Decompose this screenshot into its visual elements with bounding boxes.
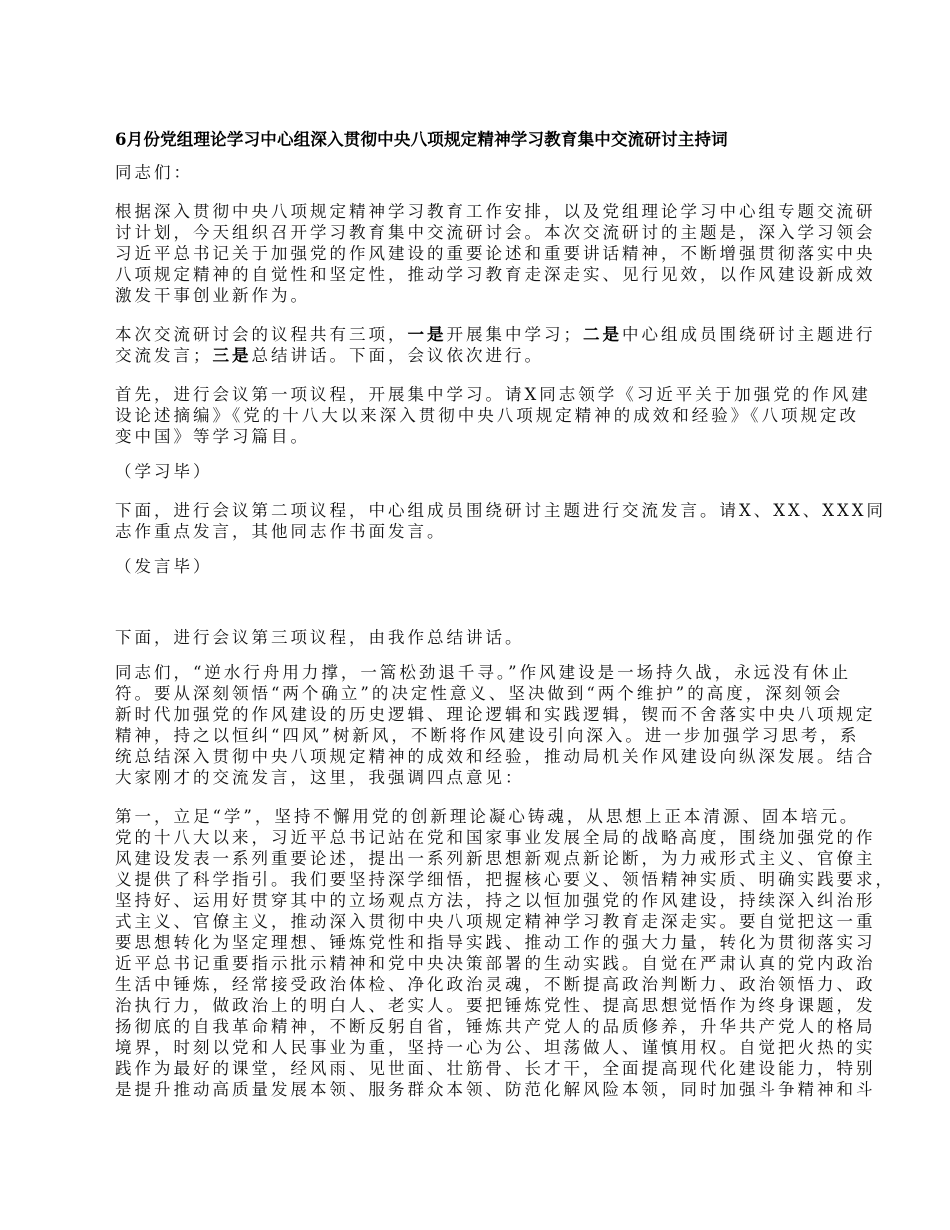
agenda-item-3-label: 三是 [212,346,252,365]
text-line: 首先，进行会议第一项议程，开展集中学习。请X同志领学《习近平关于加强党的作风建 [115,385,871,404]
text-line: 生活中锤炼，经常接受政治体检、净化政治灵魂，不断提高政治判断力、政治领悟力、政 [115,975,876,994]
text-line: 八项规定精神的自觉性和坚定性，推动学习教育走深走实、见行见效，以作风建设新成效 [115,265,876,284]
paragraph-item1 [115,384,871,447]
text-line: 义提供了科学指引。我们要坚持深学细悟，把握核心要义、领悟精神实质、明确实践要求， [115,870,895,889]
document-title: 6月份党组理论学习中心组深入贯彻中央八项规定精神学习教育集中交流研讨主持词 [115,130,728,149]
paragraph-item3 [115,627,839,648]
text-line: 讨计划，今天组织召开学习教育集中交流研讨会。本次交流研讨的主题是，深入学习领会 [115,223,876,242]
text-line: 志作重点发言，其他同志作书面发言。 [115,522,447,541]
text-line: 境界，时刻以党和人民事业为重，坚持一心为公、坦荡做人、谨慎用权。自觉把火热的实 [115,1038,876,1057]
text-line: 党的十八大以来，习近平总书记站在党和国家事业发展全局的战略高度，围绕加强党的作 [115,828,876,847]
text-line: 大家刚才的交流发言，这里，我强调四点意见： [115,768,525,787]
text-line: 下面，进行会议第三项议程，由我作总结讲话。 [115,628,525,647]
text-line: 治执行力，做政治上的明白人、老实人。要把锤炼党性、提高思想觉悟作为终身课题，发 [115,996,876,1015]
paragraph-speech-intro [115,662,876,788]
paragraph-intro [115,201,876,306]
text-line: 第一，立足“学”，坚持不懈用党的创新理论凝心铸魂，从思想上正本清源、固本培元。 [115,807,860,826]
text-line: 本次交流研讨会的议程共有三项，一是开展集中学习；二是中心组成员围绕研讨主题进行 [115,325,876,344]
text-line: 根据深入贯彻中央八项规定精神学习教育工作安排，以及党组理论学习中心组专题交流研 [115,202,876,221]
salutation: 同志们： [115,163,193,182]
text-line: 新时代加强党的作风建设的历史逻辑、理论逻辑和实践逻辑，锲而不舍落实中央八项规定 [115,705,876,724]
text-line: 同志们，“逆水行舟用力撑，一篙松劲退千寻。”作风建设是一场持久战，永远没有休止 [115,663,852,682]
paragraph-agenda [115,324,876,366]
text-line: 下面，进行会议第二项议程，中心组成员围绕研讨主题进行交流发言。请X、XX、XXX同 [115,501,886,520]
text-line: 统总结深入贯彻中央八项规定精神的成效和经验，推动局机关作风建设向纵深发展。结合 [115,747,876,766]
text-line: 式主义、官僚主义，推动深入贯彻中央八项规定精神学习教育走深走实。要自觉把这一重 [115,912,876,931]
text-line: 坚持好、运用好贯穿其中的立场观点方法，持之以恒加强党的作风建设，持续深入纠治形 [115,891,876,910]
text-line: 符。要从深刻领悟“两个确立”的决定性意义、坚决做到“两个维护”的高度，深刻领会 [115,684,844,703]
text-line: 精神，持之以恒纠“四风”树新风，不断将作风建设引向深入。进一步加强学习思考，系 [115,726,860,745]
note-study-done: （学习毕） [115,462,213,481]
text-line: 设论述摘编》《党的十八大以来深入贯彻中央八项规定精神的成效和经验》《八项规定改 [115,406,859,425]
text-line: 风建设发表一系列重要论述，提出一系列新思想新观点新论断，为力戒形式主义、官僚主 [115,849,876,868]
text-line: 变中国》等学习篇目。 [115,427,310,446]
text-line: 习近平总书记关于加强党的作风建设的重要论述和重要讲话精神，不断增强贯彻落实中央 [115,244,876,263]
text-line: 激发干事创业新作为。 [115,286,310,305]
paragraph-item2 [115,500,886,542]
agenda-item-1-label: 一是 [407,325,447,344]
paragraph-point1 [115,806,895,1100]
text-line: 交流发言；三是总结讲话。下面，会议依次进行。 [115,346,544,365]
text-line: 扬彻底的自我革命精神，不断反躬自省，锤炼共产党人的品质修养，升华共产党人的格局 [115,1017,876,1036]
document-page [115,128,895,1100]
text-line: 要思想转化为坚定理想、锤炼党性和指导实践、推动工作的强大力量，转化为贯彻落实习 [115,933,876,952]
text-line: 近平总书记重要指示批示精神和党中央决策部署的生动实践。自觉在严肃认真的党内政治 [115,954,876,973]
agenda-item-2-label: 二是 [583,325,622,344]
text-line: 是提升推动高质量发展本领、服务群众本领、防范化解风险本领，同时加强斗争精神和斗 [115,1080,876,1099]
note-speech-done: （发言毕） [115,557,213,576]
text-line: 践作为最好的课堂，经风雨、见世面、壮筋骨、长才干，全面提高现代化建设能力，特别 [115,1059,876,1078]
